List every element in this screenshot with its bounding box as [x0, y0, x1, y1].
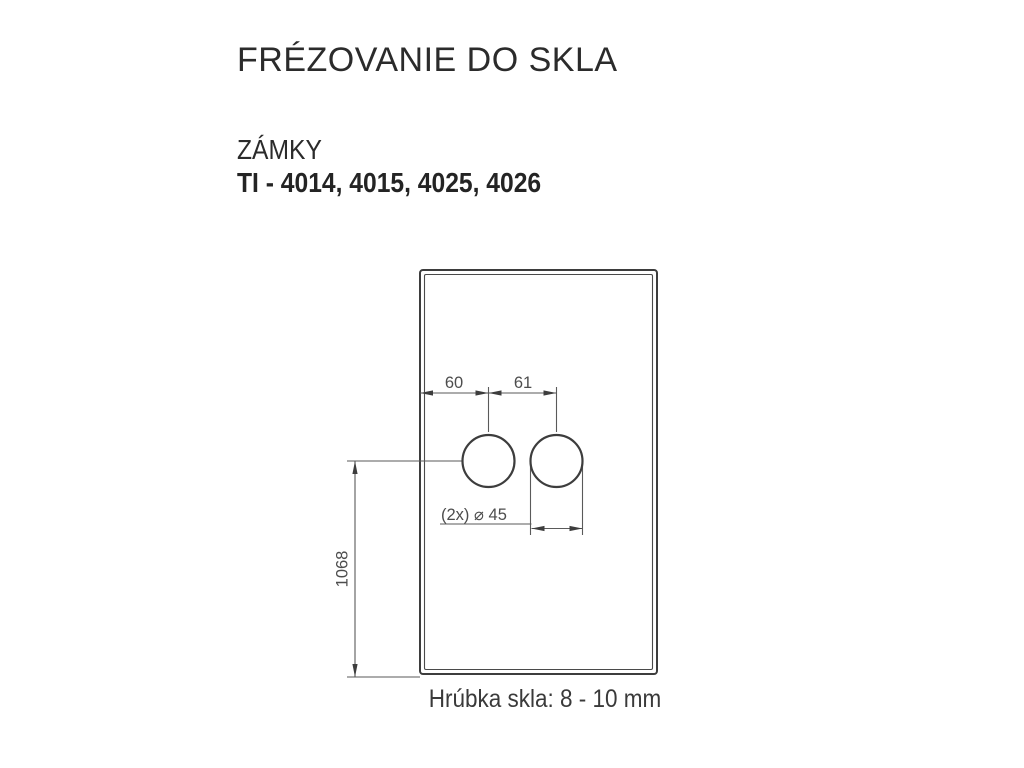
glass-thickness-note: Hrúbka skla: 8 - 10 mm — [428, 685, 662, 713]
hole-left — [463, 435, 515, 487]
model-numbers: TI - 4014, 4015, 4025, 4026 — [237, 167, 542, 198]
dim-label-height: 1068 — [333, 550, 352, 588]
arrowhead-up-icon — [352, 461, 357, 474]
page-title: FRÉZOVANIE DO SKLA — [237, 41, 618, 79]
category-label: ZÁMKY — [237, 134, 322, 165]
dim-label-hole1-to-hole2: 61 — [513, 374, 533, 392]
hole-right — [531, 435, 583, 487]
dim-label-edge-to-hole1: 60 — [444, 374, 464, 392]
dim-label-hole-diameter: (2x) ⌀ 45 — [441, 506, 507, 524]
arrowhead-down-icon — [352, 664, 357, 677]
